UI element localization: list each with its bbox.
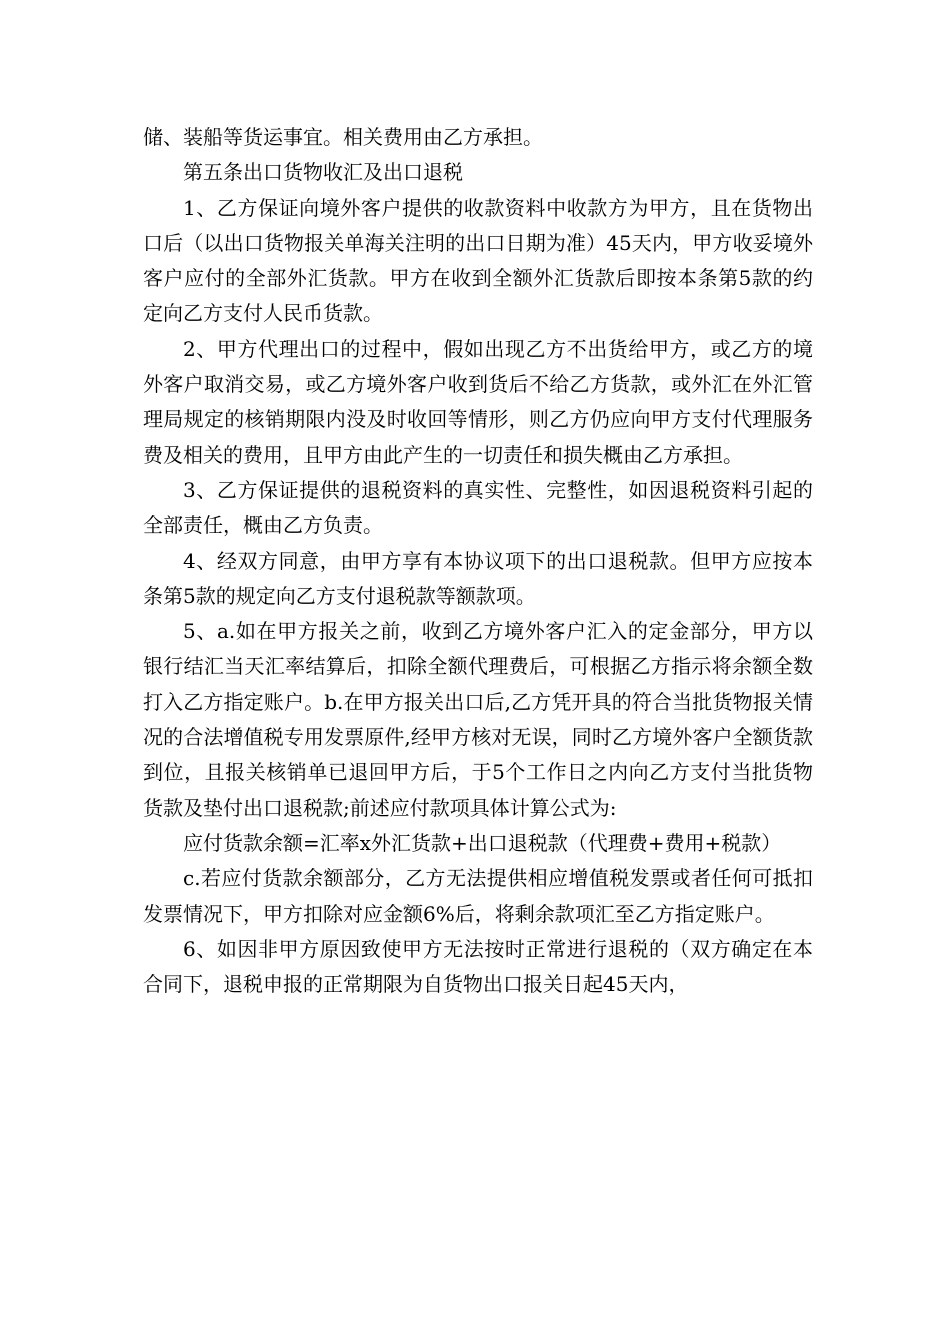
clause-3-paragraph: 3、乙方保证提供的退税资料的真实性、完整性，如因退税资料引起的全部责任，概由乙方负责。	[143, 477, 813, 538]
document-body	[143, 120, 813, 1002]
clause-5c-paragraph: c.若应付货款余额部分，乙方无法提供相应增值税发票或者任何可抵扣发票情况下，甲方扣除对应金额6%后，将剩余款项汇至乙方指定账户。	[143, 866, 813, 926]
clause-5-paragraph: 5、a.如在甲方报关之前，收到乙方境外客户汇入的定金部分，甲方以银行结汇当天汇率结算后，扣除全额代理费后，可根据乙方指示将余额全数打入乙方指定账户。b.在甲方报关出口后,乙方凭开具的符合当批货物报关情况的合法增值税专用发票原件,经甲方核对无误，同时乙方境外客户全额货款到位，且报关核销单已退回甲方后，于5个工作日之内向乙方支付当批货物货款及垫付出口退税款;前述应付款项具体计算公式为:	[143, 619, 813, 820]
article-5-heading: 第五条出口货物收汇及出口退税	[183, 160, 463, 185]
paragraph-continued: 储、装船等货运事宜。相关费用由乙方承担。	[143, 125, 543, 149]
clause-4-paragraph: 4、经双方同意，由甲方享有本协议项下的出口退税款。但甲方应按本条第5款的规定向乙方支付退税款等额款项。	[143, 548, 813, 608]
payment-formula-paragraph: 应付货款余额=汇率x外汇货款+出口退税款（代理费+费用+税款）	[183, 830, 782, 855]
clause-6-paragraph: 6、如因非甲方原因致使甲方无法按时正常进行退税的（双方确定在本合同下，退税申报的正常期限为自货物出口报关日起45天内，	[143, 936, 813, 997]
clause-1-paragraph: 1、乙方保证向境外客户提供的收款资料中收款方为甲方，且在货物出口后（以出口货物报关单海关注明的出口日期为准）45天内，甲方收妥境外客户应付的全部外汇货款。甲方在收到全额外汇货款后即按本条第5款的约定向乙方支付人民币货款。	[143, 195, 813, 326]
clause-2-paragraph: 2、甲方代理出口的过程中，假如出现乙方不出货给甲方，或乙方的境外客户取消交易，或乙方境外客户收到货后不给乙方货款，或外汇在外汇管理局规定的核销期限内没及时收回等情形，则乙方仍应向甲方支付代理服务费及相关的费用，且甲方由此产生的一切责任和损失概由乙方承担。	[143, 336, 813, 467]
